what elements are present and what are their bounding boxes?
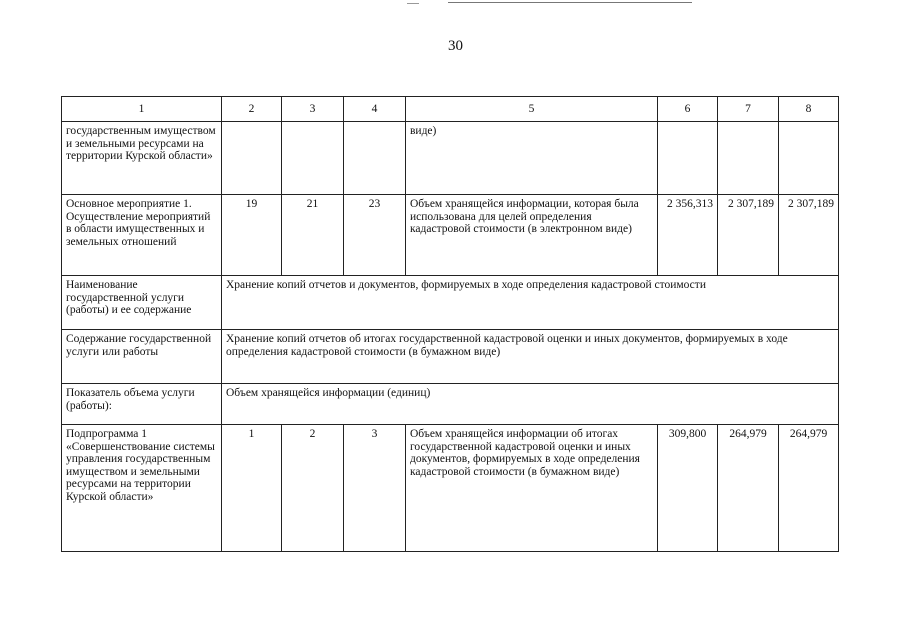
table-row-continuation	[62, 122, 839, 195]
cell-indicator-name: Объем хранящейся информации, которая была использована для целей определения кадастровой стоимости (в электронном виде)	[406, 195, 658, 276]
cell-code-4: 3	[344, 425, 406, 552]
cell-code-4: 23	[344, 195, 406, 276]
header-cell-3: 3	[282, 97, 344, 122]
cell-program-name-continued: государственным имуществом и земельными ресурсами на территории Курской области»	[62, 122, 222, 195]
cell-empty	[718, 122, 779, 195]
cell-code-3: 21	[282, 195, 344, 276]
cell-service-content-label: Содержание государственной услуги или работы	[62, 330, 222, 384]
cell-indicator-label: Показатель объема услуги (работы):	[62, 384, 222, 425]
cell-indicator-name: Объем хранящейся информации об итогах государственной кадастровой оценки и иных документов, формируемых в ходе определения кадастровой стоимости (в бумажном виде)	[406, 425, 658, 552]
table-header-row	[62, 97, 839, 122]
cell-value-6: 2 356,313	[658, 195, 718, 276]
table-row-indicator	[62, 384, 839, 425]
table-row-service-content	[62, 330, 839, 384]
cell-value-8: 2 307,189	[779, 195, 839, 276]
cell-event-name: Основное мероприятие 1. Осуществление мероприятий в области имущественных и земельных отношений	[62, 195, 222, 276]
header-cell-4: 4	[344, 97, 406, 122]
table-row-main-event	[62, 195, 839, 276]
header-cell-5: 5	[406, 97, 658, 122]
cell-service-name-text: Хранение копий отчетов и документов, формируемых в ходе определения кадастровой стоимости	[222, 276, 839, 330]
cell-code-2: 1	[222, 425, 282, 552]
table-row-service-name	[62, 276, 839, 330]
table-row-subprogram	[62, 425, 839, 552]
cell-value-8: 264,979	[779, 425, 839, 552]
cell-value-7: 2 307,189	[718, 195, 779, 276]
cell-empty	[658, 122, 718, 195]
cell-empty	[282, 122, 344, 195]
cell-service-name-label: Наименование государственной услуги (работы) и ее содержание	[62, 276, 222, 330]
header-cell-1: 1	[62, 97, 222, 122]
header-cell-7: 7	[718, 97, 779, 122]
cell-indicator-continued: виде)	[406, 122, 658, 195]
cell-code-2: 19	[222, 195, 282, 276]
cell-value-7: 264,979	[718, 425, 779, 552]
cell-service-content-text: Хранение копий отчетов об итогах государственной кадастровой оценки и иных документов, формируемых в ходе определения кадастровой стоимости (в бумажном виде)	[222, 330, 839, 384]
cell-subprogram-name: Подпрограмма 1 «Совершенствование системы управления государственным имуществом и земельными ресурсами на территории Курской области»	[62, 425, 222, 552]
data-table	[61, 96, 839, 552]
header-cell-2: 2	[222, 97, 282, 122]
cell-code-3: 2	[282, 425, 344, 552]
top-rule	[448, 2, 692, 3]
cell-empty	[779, 122, 839, 195]
cell-value-6: 309,800	[658, 425, 718, 552]
cell-empty	[222, 122, 282, 195]
cell-empty	[344, 122, 406, 195]
top-rule-short	[407, 3, 419, 4]
page-number: 30	[448, 38, 463, 54]
header-cell-6: 6	[658, 97, 718, 122]
header-cell-8: 8	[779, 97, 839, 122]
cell-indicator-text: Объем хранящейся информации (единиц)	[222, 384, 839, 425]
